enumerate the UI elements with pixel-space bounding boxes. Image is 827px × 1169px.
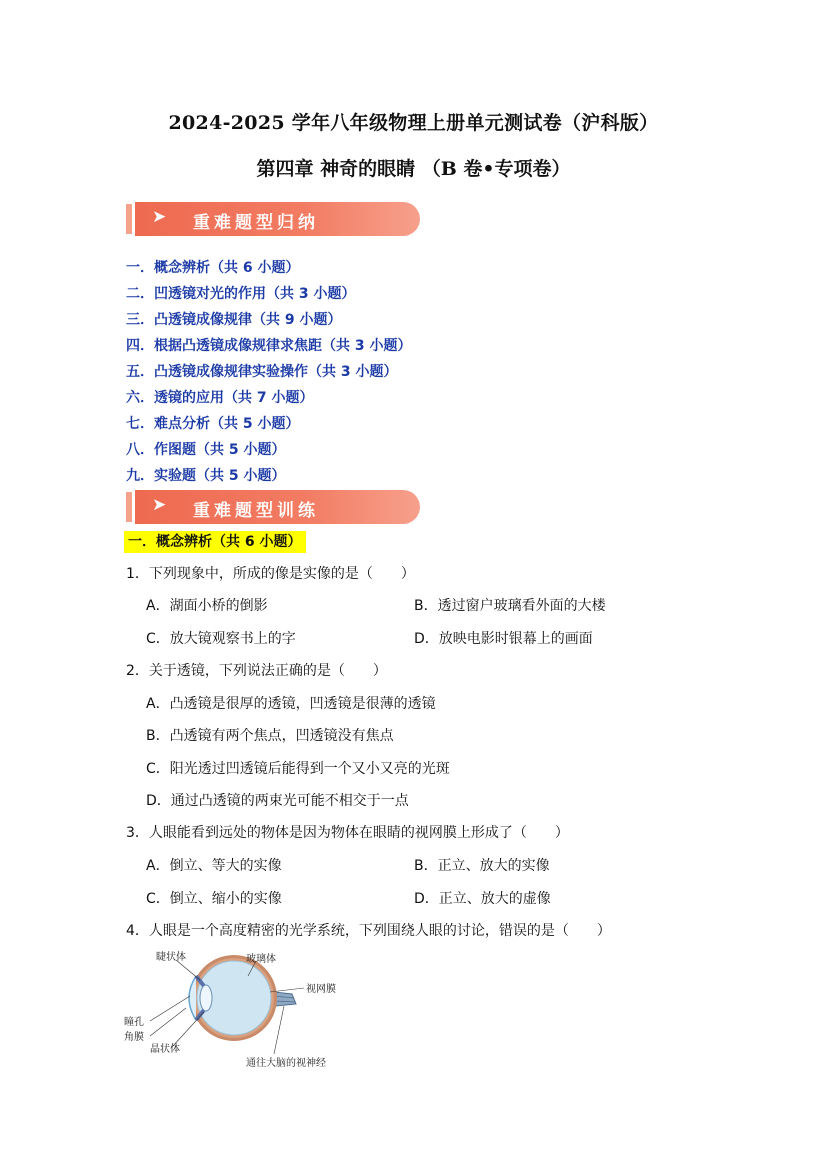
optic-nerve-shape — [274, 992, 296, 1006]
page-title: 2024-2025 学年八年级物理上册单元测试卷（沪科版） — [168, 112, 659, 134]
question-3-option-a: A．倒立、等大的实像 — [146, 858, 282, 874]
question-2-option-a: A．凸透镜是很厚的透镜，凹透镜是很薄的透镜 — [146, 696, 436, 712]
topic-item[interactable]: 八．作图题（共 5 小题） — [126, 442, 286, 458]
banner-pill — [135, 202, 420, 236]
banner-accent-strip — [126, 492, 132, 522]
question-1-stem: 1．下列现象中，所成的像是实像的是（ ） — [126, 566, 415, 582]
banner-accent-strip — [126, 204, 132, 234]
label-lens: 晶状体 — [150, 1044, 180, 1055]
topic-item[interactable]: 一．概念辨析（共 6 小题） — [126, 260, 300, 276]
cornea-shape — [189, 976, 196, 1020]
label-pupil: 瞳孔 — [124, 1017, 144, 1028]
label-ciliary: 睫状体 — [156, 952, 186, 963]
leader-line — [172, 1012, 204, 1047]
question-3-option-b: B．正立、放大的实像 — [414, 858, 550, 874]
banner-summary — [126, 202, 420, 236]
banner-label: 重难题型归纳 — [193, 213, 319, 233]
leader-line — [274, 1006, 284, 1054]
question-2-option-b: B．凸透镜有两个焦点，凹透镜没有焦点 — [146, 728, 394, 744]
question-3-option-c: C．倒立、缩小的实像 — [146, 891, 282, 907]
section-heading[interactable]: 一．概念辨析（共 6 小题） — [124, 531, 306, 553]
topic-item[interactable]: 五．凸透镜成像规律实验操作（共 3 小题） — [126, 364, 398, 380]
question-3-option-d: D．正立、放大的虚像 — [414, 891, 551, 907]
banner-pill — [135, 490, 420, 524]
label-cornea: 角膜 — [124, 1032, 144, 1043]
topic-list — [126, 255, 412, 489]
question-2-option-d: D．通过凸透镜的两束光可能不相交于一点 — [146, 793, 409, 809]
question-1-option-a: A．湖面小桥的倒影 — [146, 598, 268, 614]
leader-line — [176, 960, 200, 980]
page-subtitle: 第四章 神奇的眼睛 （B 卷•专项卷） — [256, 158, 571, 180]
label-optic-nerve: 通往大脑的视神经 — [246, 1058, 326, 1069]
leader-line — [150, 1008, 186, 1036]
lens-shape — [200, 985, 212, 1011]
banner-label: 重难题型训练 — [193, 501, 319, 521]
topic-item[interactable]: 七．难点分析（共 5 小题） — [126, 416, 300, 432]
topic-item[interactable]: 二．凹透镜对光的作用（共 3 小题） — [126, 286, 356, 302]
question-1-option-d: D．放映电影时银幕上的画面 — [414, 631, 593, 647]
banner-training — [126, 490, 420, 524]
label-vitreous: 玻璃体 — [246, 954, 276, 965]
question-2-stem: 2．关于透镜，下列说法正确的是（ ） — [126, 663, 387, 679]
question-4-stem: 4．人眼是一个高度精密的光学系统，下列围绕人眼的讨论，错误的是（ ） — [126, 923, 611, 939]
arrow-right-icon: ➤ — [152, 495, 167, 515]
question-3-stem: 3．人眼能看到远处的物体是因为物体在眼睛的视网膜上形成了（ ） — [126, 825, 569, 841]
question-2-option-c: C．阳光透过凹透镜后能得到一个又小又亮的光斑 — [146, 761, 450, 777]
topic-item[interactable]: 九．实验题（共 5 小题） — [126, 468, 286, 484]
question-1-option-c: C．放大镜观察书上的字 — [146, 631, 296, 647]
leader-line — [150, 996, 190, 1021]
question-1-option-b: B．透过窗户玻璃看外面的大楼 — [414, 598, 606, 614]
topic-item[interactable]: 三．凸透镜成像规律（共 9 小题） — [126, 312, 342, 328]
label-retina: 视网膜 — [306, 984, 336, 995]
eye-anatomy-diagram — [124, 946, 354, 1076]
topic-item[interactable]: 四．根据凸透镜成像规律求焦距（共 3 小题） — [126, 338, 412, 354]
topic-item[interactable]: 六．透镜的应用（共 7 小题） — [126, 390, 314, 406]
arrow-right-icon: ➤ — [152, 207, 167, 227]
